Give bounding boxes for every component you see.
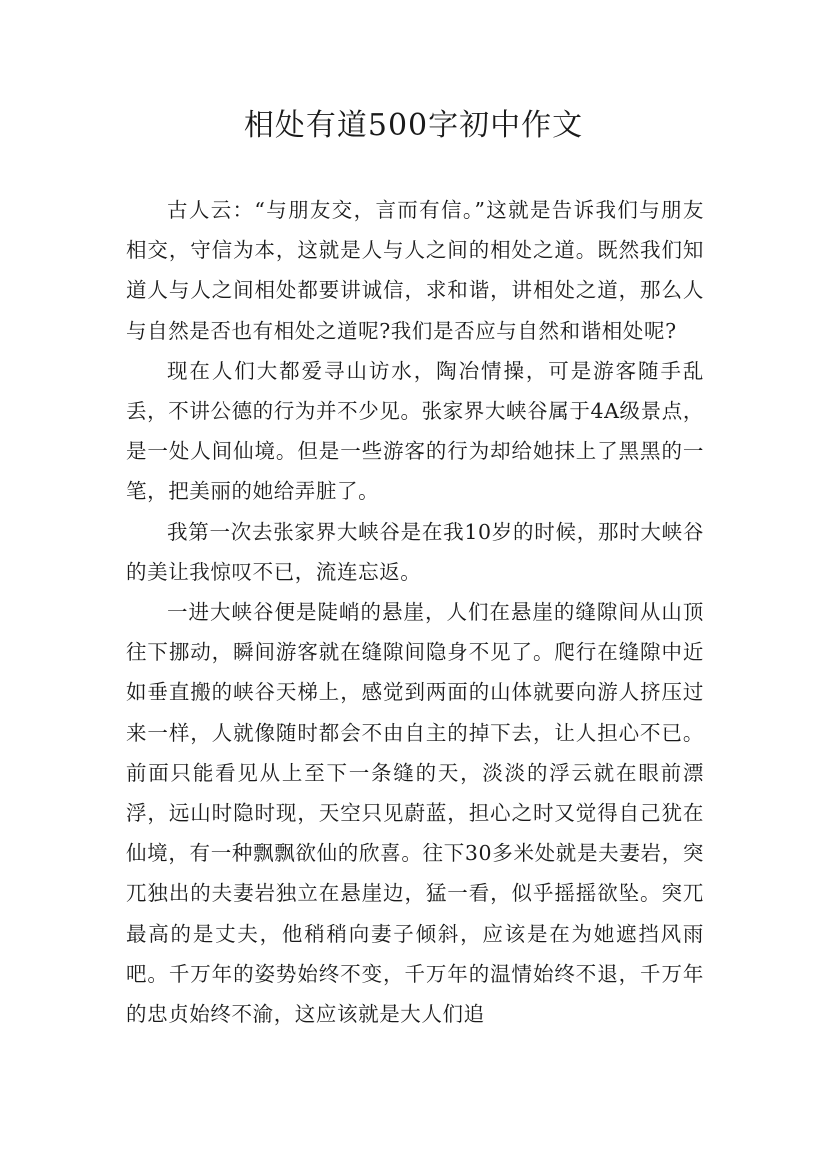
document-title: 相处有道500字初中作文	[243, 108, 584, 143]
paragraph-2: 现在人们大都爱寻山访水，陶冶情操，可是游客随手乱丢，不讲公德的行为并不少见。张家界大峡谷属于4A级景点，是一处人间仙境。但是一些游客的行为却给她抹上了黑黑的一笔，把美丽的她给弄脏了。	[126, 358, 704, 504]
paragraph-3: 我第一次去张家界大峡谷是在我10岁的时候，那时大峡谷的美让我惊叹不已，流连忘返。	[126, 519, 704, 584]
paragraph-4: 一进大峡谷便是陡峭的悬崖，人们在悬崖的缝隙间从山顶往下挪动，瞬间游客就在缝隙间隐身不见了。爬行在缝隙中近如垂直搬的峡谷天梯上，感觉到两面的山体就要向游人挤压过来一样，人就像随时都会不由自主的掉下去，让人担心不已。前面只能看见从上至下一条缝的天，淡淡的浮云就在眼前漂浮，远山时隐时现，天空只见蔚蓝，担心之时又觉得自己犹在仙境，有一种飘飘欲仙的欣喜。往下30多米处就是夫妻岩，突兀独出的夫妻岩独立在悬崖边，猛一看，似乎摇摇欲坠。突兀最高的是丈夫，他稍稍向妻子倾斜，应该是在为她遮挡风雨吧。千万年的姿势始终不变，千万年的温情始终不退，千万年的忠贞始终不渝，这应该就是大人们追	[126, 600, 704, 1027]
document-body	[126, 190, 704, 1034]
paragraph-1: 古人云：“与朋友交，言而有信。”这就是告诉我们与朋友相交，守信为本，这就是人与人之间的相处之道。既然我们知道人与人之间相处都要讲诚信，求和谐，讲相处之道，那么人与自然是否也有相处之道呢?我们是否应与自然和谐相处呢?	[126, 198, 704, 343]
